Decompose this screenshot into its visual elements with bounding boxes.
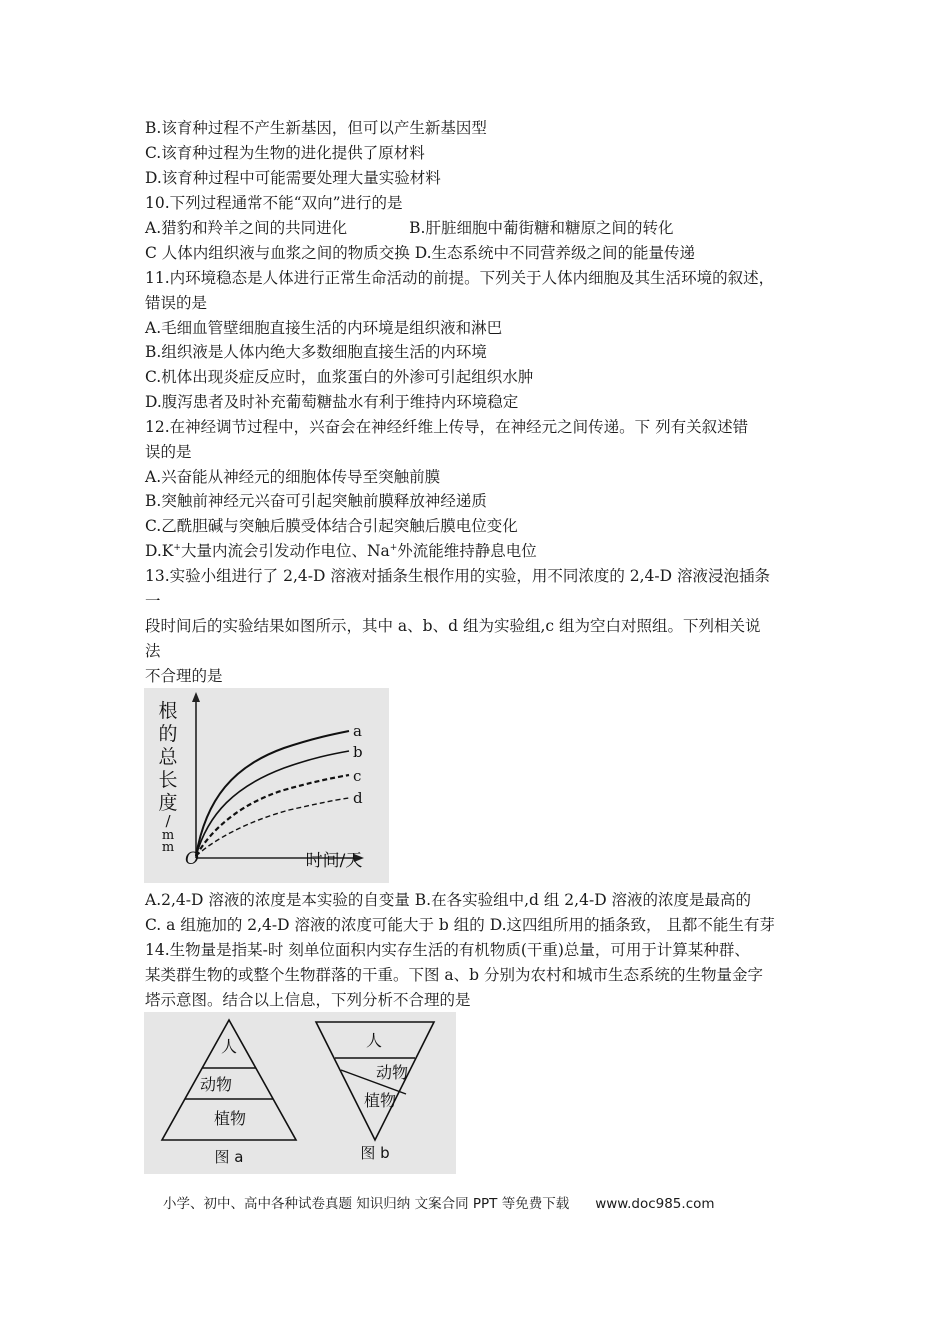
curve-c (196, 775, 349, 856)
q12-option-a: A.兴奋能从神经元的细胞体传导至突触前膜 (145, 468, 441, 486)
question-13-stem: 13.实验小组进行了 2,4-D 溶液对插条生根作用的实验，用不同浓度的 2,4-D 溶液浸泡插条 (145, 567, 770, 585)
pyramid-b-caption: 图 b (360, 1144, 390, 1162)
question-14-stem-cont2: 塔示意图。结合以上信息，下列分析不合理的是 (145, 991, 471, 1009)
curve-label-d: d (353, 789, 363, 807)
option-b-line: B.该育种过程不产生新基因，但可以产生新基因型 (145, 119, 487, 137)
y-label-char-3: 长 (158, 769, 178, 791)
option-c-line: C.该育种过程为生物的进化提供了原材料 (145, 144, 425, 162)
pyramid-a (162, 1020, 296, 1166)
y-label-char-7: m (161, 840, 175, 855)
q12-option-b: B.突触前神经元兴奋可引起突触前膜释放神经递质 (145, 492, 487, 510)
question-13-stem-cont3: 法 (145, 642, 161, 660)
page-footer (163, 1192, 715, 1212)
question-13-stem-cont2: 段时间后的实验结果如图所示，其中 a、b、d 组为实验组,c 组为空白对照组。下列相关说 (145, 617, 761, 635)
origin-label: O (185, 849, 199, 869)
footer-text: 小学、初中、高中各种试卷真题 知识归纳 文案合同 PPT 等免费下载 (163, 1196, 570, 1212)
x-axis-label: 时间/天 (305, 851, 363, 871)
q12-option-d: D.K+大量内流会引发动作电位、Na+外流能维持静息电位 (145, 542, 537, 560)
curve-label-b: b (353, 743, 363, 761)
question-10-options-cd: C 人体内组织液与血浆之间的物质交换 D.生态系统中不同营养级之间的能量传递 (145, 244, 696, 262)
q10-option-a: A.猎豹和羚羊之间的共同进化 (145, 219, 348, 237)
pyramid-a-caption: 图 a (214, 1148, 244, 1166)
question-12-stem: 12.在神经调节过程中，兴奋会在神经纤维上传导，在神经元之间传递。下 列有关叙述错 (145, 418, 749, 436)
q10-option-b: B.肝脏细胞中葡街糖和糖原之间的转化 (409, 219, 674, 237)
question-13-stem-cont1: 一 (145, 592, 161, 610)
question-10-stem: 10.下列过程通常不能“双向”进行的是 (145, 194, 403, 212)
curve-label-a: a (353, 722, 362, 740)
question-11-stem-cont: 错误的是 (145, 294, 208, 312)
pyramid-a-top-label: 人 (220, 1037, 238, 1056)
y-label-char-6: m (161, 828, 175, 843)
footer-url[interactable]: www.doc985.com (595, 1196, 715, 1212)
pyramid-b (316, 1022, 434, 1162)
y-label-char-2: 总 (158, 746, 178, 768)
q11-option-c: C.机体出现炎症反应时，血浆蛋白的外渗可引起组织水肿 (145, 368, 534, 386)
pyramid-b-middle-label: 动物 (375, 1063, 409, 1082)
q13-options-cd: C. a 组施加的 2,4-D 溶液的浓度可能大于 b 组的 D.这四组所用的插条致， 且都不能生有芽 (145, 916, 775, 934)
pyramid-a-bottom-label: 植物 (213, 1109, 247, 1128)
pyramid-b-bottom-label: 植物 (363, 1091, 397, 1110)
q11-option-b: B.组织液是人体内绝大多数细胞直接生活的内环境 (145, 343, 487, 361)
curve-d (196, 798, 349, 856)
curve-labels (353, 722, 363, 807)
q13-options-ab: A.2,4-D 溶液的浓度是本实验的自变量 B.在各实验组中,d 组 2,4-D 溶液的浓度是最高的 (145, 891, 752, 909)
question-12-stem-cont: 误的是 (145, 443, 192, 461)
curve-label-c: c (353, 767, 362, 785)
y-label-char-4: 度 (158, 792, 178, 814)
y-label-char-0: 根 (158, 700, 178, 722)
question-11-stem: 11.内环境稳态是人体进行正常生命活动的前提。下列关于人体内细胞及其生活环境的叙述， (145, 269, 775, 287)
question-10-options-ab (145, 218, 673, 238)
biomass-pyramids (144, 1012, 456, 1174)
pyramid-b-top-label: 人 (365, 1031, 383, 1050)
pyramid-a-middle-label: 动物 (199, 1075, 233, 1094)
y-axis-arrow (192, 692, 200, 702)
biomass-pyramid-figure (144, 1012, 456, 1174)
y-label-char-5: / (165, 812, 171, 830)
y-label-char-1: 的 (158, 723, 178, 745)
curve-b (196, 751, 349, 856)
question-14-stem-cont1: 某类群生物的或整个生物群落的干重。下图 a、b 分别为农村和城市生态系统的生物量金字 (145, 966, 764, 984)
y-axis-label (158, 700, 178, 855)
option-d-line: D.该育种过程中可能需要处理大量实验材料 (145, 169, 441, 187)
question-13-stem-cont4: 不合理的是 (145, 667, 223, 685)
q11-option-a: A.毛细血管壁细胞直接生活的内环境是组织液和淋巴 (145, 319, 503, 337)
question-14-stem: 14.生物量是指某-时 刻单位面积内实存生活的有机物质(干重)总量，可用于计算某种群、 (145, 941, 750, 959)
root-length-chart (144, 688, 389, 883)
root-length-figure (144, 688, 389, 883)
q11-option-d: D.腹泻患者及时补充葡萄糖盐水有利于维持内环境稳定 (145, 393, 519, 411)
q12-option-c: C.乙酰胆碱与突触后膜受体结合引起突触后膜电位变化 (145, 517, 518, 535)
